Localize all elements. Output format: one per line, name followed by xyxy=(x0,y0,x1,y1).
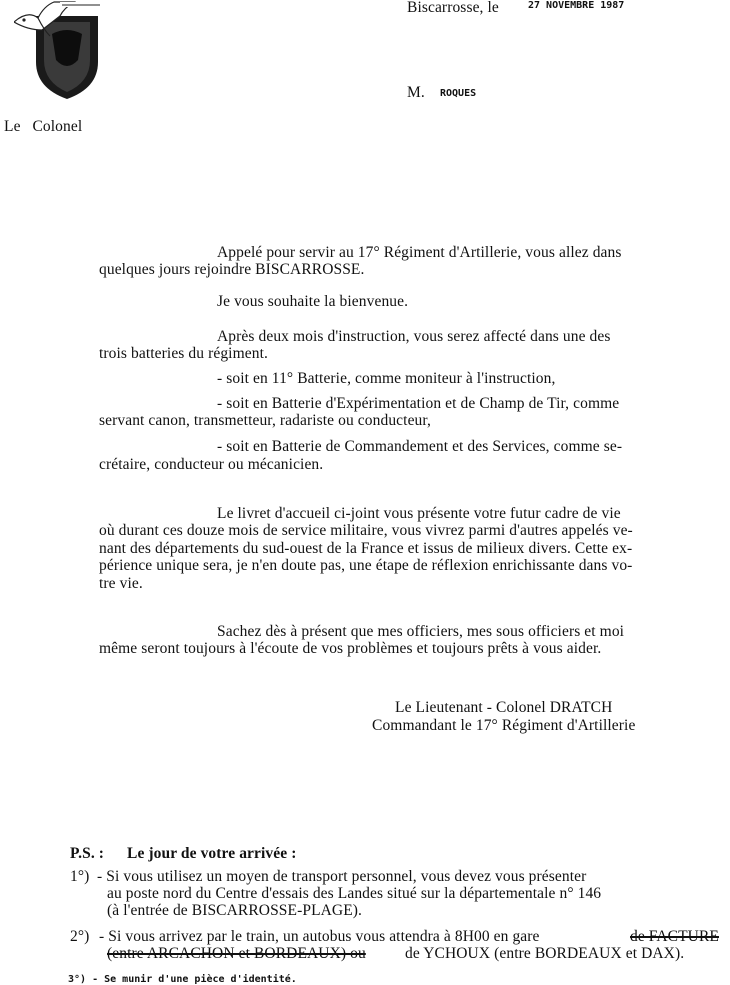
signature-name: Le Lieutenant - Colonel DRATCH xyxy=(395,699,613,716)
p4-line2: où durant ces douze mois de service militaire, vous vivrez parmi d'autres appelés ve- xyxy=(99,522,633,539)
ps-item1-line3: (à l'entrée de BISCARROSSE-PLAGE). xyxy=(107,902,363,919)
p1-line2: quelques jours rejoindre BISCARROSSE. xyxy=(99,261,365,278)
p4-line5: tre vie. xyxy=(99,575,143,592)
recipient-name: ROQUES xyxy=(440,88,477,99)
ps-item1-number: 1°) xyxy=(70,868,90,885)
ps-label: P.S. : xyxy=(70,845,105,862)
p5-line2: même seront toujours à l'écoute de vos problèmes et toujours prêts à vous aider. xyxy=(99,640,602,657)
letter-place: Biscarrosse, le xyxy=(407,0,499,16)
battery-item-2-line2: servant canon, transmetteur, radariste ou conducteur, xyxy=(99,412,432,429)
recipient-prefix: M. xyxy=(407,84,425,101)
p4-line4: périence unique sera, je n'en doute pas, une étape de réflexion enrichissante dans vo- xyxy=(99,557,633,574)
ps-item1-line1: - Si vous utilisez un moyen de transport personnel, vous devez vous présenter xyxy=(97,868,587,885)
ps-item2-line1: - Si vous arrivez par le train, un autobus vous attendra à 8H00 en gare xyxy=(99,928,540,945)
ps-item1-line2: au poste nord du Centre d'essais des Landes situé sur la départementale n° 146 xyxy=(107,885,602,902)
ps-title: Le jour de votre arrivée : xyxy=(127,845,297,862)
p4-line1: Le livret d'accueil ci-joint vous présente votre futur cadre de vie xyxy=(217,505,621,522)
p4-line3: nant des départements du sud-ouest de la France et issus de milieux divers. Cette ex- xyxy=(99,540,633,557)
battery-item-1: - soit en 11° Batterie, comme moniteur à l'instruction, xyxy=(217,370,556,387)
ps-item2-struck-1: de FACTURE xyxy=(630,928,719,945)
ps-item3: 3°) - Se munir d'une pièce d'identité. xyxy=(68,974,297,985)
battery-item-3-line2: crétaire, conducteur ou mécanicien. xyxy=(99,456,324,473)
ps-item2-struck-2: (entre ARCACHON et BORDEAUX) ou xyxy=(107,945,366,962)
ps-item2-line2: de YCHOUX (entre BORDEAUX et DAX). xyxy=(405,945,685,962)
battery-item-3-line1: - soit en Batterie de Commandement et des Services, comme se- xyxy=(217,438,623,455)
ps-item2-number: 2°) xyxy=(70,928,90,945)
regiment-emblem-icon xyxy=(14,0,100,100)
battery-item-2-line1: - soit en Batterie d'Expérimentation et de Champ de Tir, comme xyxy=(217,395,620,412)
letter-date: 27 NOVEMBRE 1987 xyxy=(528,0,625,11)
p5-line1: Sachez dès à présent que mes officiers, mes sous officiers et moi xyxy=(217,623,625,640)
p1-line1: Appelé pour servir au 17° Régiment d'Artillerie, vous allez dans xyxy=(217,244,622,261)
sender-title: Le Colonel xyxy=(4,118,83,135)
p3-line2: trois batteries du régiment. xyxy=(99,345,268,362)
p3-line1: Après deux mois d'instruction, vous serez affecté dans une des xyxy=(217,328,611,345)
signature-title: Commandant le 17° Régiment d'Artillerie xyxy=(372,717,636,734)
p2: Je vous souhaite la bienvenue. xyxy=(217,293,409,310)
